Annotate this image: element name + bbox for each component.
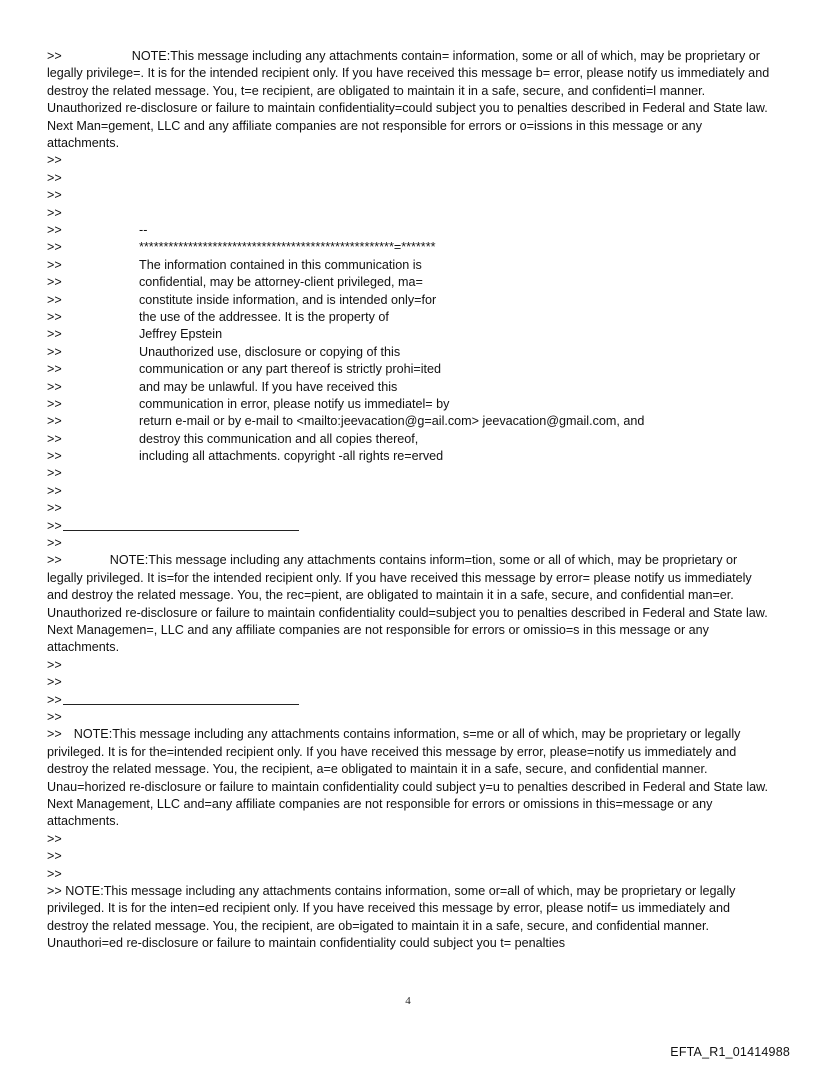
- email-body: [47, 48, 771, 953]
- separator-line: >>: [47, 692, 771, 709]
- signature-line: >> the use of the addressee. It is the property of: [47, 309, 389, 324]
- signature-line: >> constitute inside information, and is intended only=for: [47, 292, 437, 307]
- signature-line: >> communication in error, please notify us immediatel= by: [47, 396, 450, 411]
- quote-line: >>: [47, 188, 62, 203]
- quote-line: >>: [47, 675, 62, 690]
- quote-line: >>: [47, 849, 62, 864]
- separator-line: >>: [47, 518, 771, 535]
- quote-line: >>: [47, 831, 62, 846]
- disclaimer-text-4: NOTE:This message including any attachments contains information, some or=all of which, may be proprietary or legally privileged. It is for the inten=ed recipient only. If you have received this message by error, please notif= us immediately and destroy the related message. You, the recipient, are ob=igated to maintain it in a safe, secure, and confidential manner. Unauthori=ed re-disclosure or failure to maintain confidentiality could subject you t= penalties: [47, 884, 736, 951]
- signature-line: >> Unauthorized use, disclosure or copying of this: [47, 344, 401, 359]
- disclaimer-text-1: NOTE:This message including any attachments contain= information, some or all of which, may be proprietary or legally privilege=. It is for the intended recipient only. If you have received this message b= error, please notify us immediately and destroy the related message. You, t=e recipient, are obligated to maintain it in a safe, secure, and confidenti=l manner. Unauthorized re-disclosure or failure to maintain confidentiality=could subject you to penalties described in Federal and State law. Next Man=gement, LLC and any affiliate companies are not responsible for errors or o=issions in this message or any attachments.: [47, 49, 770, 151]
- signature-line: >> The information contained in this communication is: [47, 257, 422, 272]
- quote-line: >>: [47, 205, 62, 220]
- disclaimer-block-1: [47, 48, 771, 152]
- signature-line: >> communication or any part thereof is strictly prohi=ited: [47, 362, 442, 377]
- quote-line: >>: [47, 866, 62, 881]
- quote-marker: >>: [47, 553, 62, 568]
- disclaimer-block-4: [47, 883, 771, 953]
- disclaimer-block-2: [47, 552, 771, 656]
- horizontal-rule: [63, 704, 299, 705]
- quote-line: >>: [47, 153, 62, 168]
- quote-line: >>: [47, 170, 62, 185]
- disclaimer-text-3: NOTE:This message including any attachments contains information, s=me or all of which, may be proprietary or legally privileged. It is for the=intended recipient only. If you have received this message by error, please=notify us immediately and destroy the related message. You, the recipient, a=e obligated to maintain it in a safe, secure, and confidential manner. Unau=horized re-disclosure or failure to maintain confidentiality could subject y=u to penalties described in Federal and State law. Next Management, LLC and=any affiliate companies are not responsible for errors or omissions in this=message or any attachments.: [47, 727, 769, 829]
- disclaimer-text-2: NOTE:This message including any attachments contains inform=tion, some or all of which, may be proprietary or legally privileged. It is=for the intended recipient only. If you have received this message by error= please notify us immediately and destroy the related message. You, the rec=pient, are obligated to maintain it in a safe, secure, and confidential man=er. Unauthorized re-disclosure or failure to maintain confidentiality could=subject you to penalties described in Federal and State law. Next Managemen=, LLC and any affiliate companies are not responsible for errors or omissio=s in this message or any attachments.: [47, 553, 768, 655]
- quote-marker: >>: [47, 49, 62, 63]
- signature-line: >> Jeffrey Epstein: [47, 327, 223, 342]
- quote-line: >>: [47, 536, 62, 551]
- quote-marker: >>: [47, 727, 62, 742]
- quote-line: >>: [47, 657, 62, 672]
- disclaimer-block-3: [47, 726, 771, 830]
- quote-line: >>: [47, 501, 62, 516]
- signature-line: >> return e-mail or by e-mail to <mailto:jeevacation@g=ail.com> jeevacation@gmail.com, and: [47, 414, 645, 429]
- signature-line: >> confidential, may be attorney-client privileged, ma=: [47, 275, 423, 290]
- signature-line: >> and may be unlawful. If you have received this: [47, 379, 398, 394]
- signature-stars: >> ****************************************************=*******: [47, 240, 436, 255]
- horizontal-rule: [63, 530, 299, 531]
- page-number: 4: [405, 995, 411, 1007]
- quote-line: >>: [47, 710, 62, 725]
- signature-dashes: >> --: [47, 223, 148, 237]
- document-id: EFTA_R1_01414988: [670, 1045, 790, 1059]
- quote-marker: >>: [47, 884, 62, 899]
- quote-line: >>: [47, 483, 62, 498]
- signature-line: >> destroy this communication and all copies thereof,: [47, 431, 419, 446]
- signature-line: >> including all attachments. copyright -all rights re=erved: [47, 449, 444, 464]
- quote-line: >>: [47, 466, 62, 481]
